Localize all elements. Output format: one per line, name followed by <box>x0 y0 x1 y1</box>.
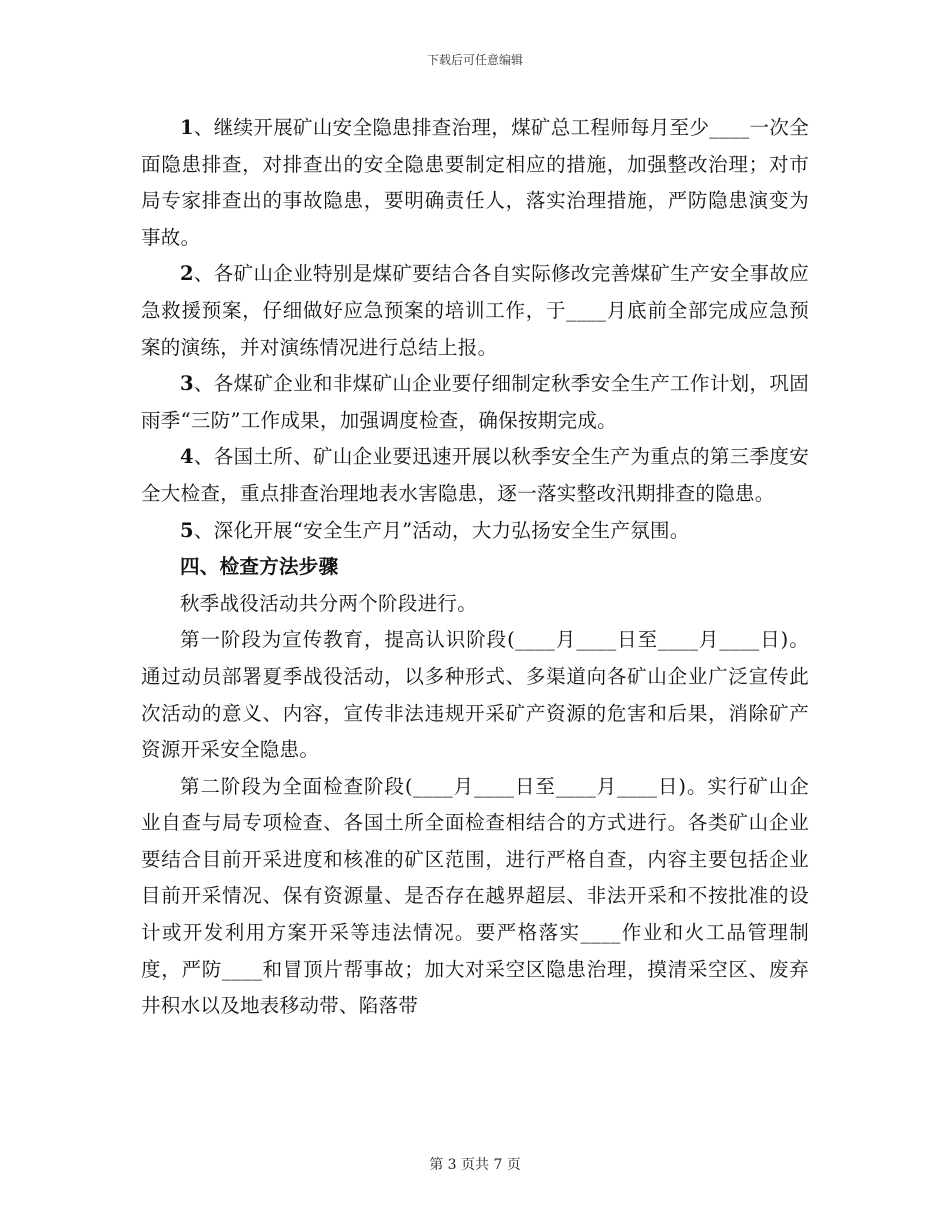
item-number: 4 <box>180 445 194 469</box>
item-text: 、各煤矿企业和非煤矿山企业要仔细制定秋季安全生产工作计划，巩固雨季“三防”工作成果，加强调度检查，确保按期完成。 <box>141 372 809 432</box>
item-number: 1 <box>180 116 194 139</box>
item-number: 3 <box>180 372 194 396</box>
document-body <box>141 110 809 1025</box>
list-item-1 <box>141 110 809 256</box>
list-item-3 <box>141 366 809 439</box>
section-heading: 四、检查方法步骤 <box>180 555 339 579</box>
list-item-2 <box>141 256 809 366</box>
list-item-4 <box>141 439 809 512</box>
item-text: 、深化开展“安全生产月”活动，大力弘扬安全生产氛围。 <box>193 518 690 542</box>
item-text: 、各矿山企业特别是煤矿要结合各自实际修改完善煤矿生产安全事故应急救援预案，仔细做好应急预案的培训工作，于____月底前全部完成应急预案的演练，并对演练情况进行总结上报。 <box>141 262 809 359</box>
page-number: 第 3 页共 7 页 <box>429 1157 521 1173</box>
section-paragraph-phase-one: 第一阶段为宣传教育，提高认识阶段(____月____日至____月____日)。通过动员部署夏季战役活动，以多种形式、多渠道向各矿山企业广泛宣传此次活动的意义、内容，宣传非法违规开采矿产资源的危害和后果，消除矿产资源开采安全隐患。 <box>141 628 809 762</box>
list-item-5 <box>141 513 809 550</box>
item-number: 5 <box>180 518 194 542</box>
item-number: 2 <box>180 262 194 286</box>
page-header: 下载后可任意编辑 <box>426 53 523 67</box>
section-paragraph-phase-two: 第二阶段为全面检查阶段(____月____日至____月____日)。实行矿山企业自查与局专项检查、各国土所全面检查相结合的方式进行。各类矿山企业要结合目前开采进度和核准的矿区范围，进行严格自查，内容主要包括企业目前开采情况、保有资源量、是否存在越界超层、非法开采和不按批准的设计或开发利用方案开采等违法情况。要严格落实____作业和火工品管理制度，严防____和冒顶片帮事故；加大对采空区隐患治理，摸清采空区、废弃井积水以及地表移动带、陷落带 <box>141 774 809 1018</box>
item-text: 、各国土所、矿山企业要迅速开展以秋季安全生产为重点的第三季度安全大检查，重点排查治理地表水害隐患，逐一落实整改汛期排查的隐患。 <box>141 445 809 505</box>
item-text: 、继续开展矿山安全隐患排查治理，煤矿总工程师每月至少____一次全面隐患排查，对排查出的安全隐患要制定相应的措施，加强整改治理；对市局专家排查出的事故隐患，要明确责任人，落实治理措施，严防隐患演变为事故。 <box>141 116 809 249</box>
section-paragraph-intro: 秋季战役活动共分两个阶段进行。 <box>180 591 478 615</box>
